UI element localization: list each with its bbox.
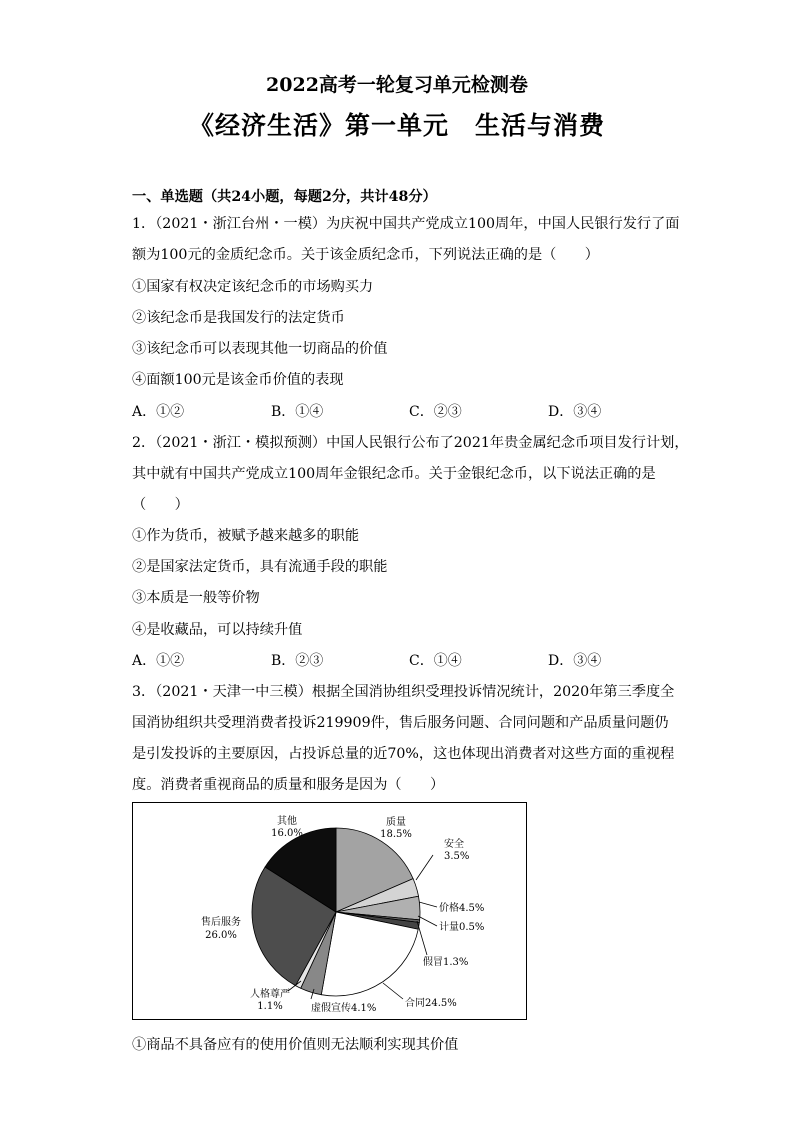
q1-stem-line-2: 额为100元的金质纪念币。关于该金质纪念币，下列说法正确的是（ ） (132, 247, 599, 263)
label-anquan-value: 3.5% (444, 851, 470, 862)
label-shouhou-value: 26.0% (205, 930, 237, 941)
label-hetong: 合同24.5% (405, 998, 457, 1009)
exam-subtitle: 《经济生活》第一单元 生活与消费 (188, 111, 605, 140)
q1-item-1: ①国家有权决定该纪念币的市场购买力 (132, 279, 374, 295)
label-renge-name: 人格尊严 (250, 989, 290, 1000)
label-jiage: 价格4.5% (439, 903, 485, 914)
label-renge-value: 1.1% (257, 1001, 283, 1012)
leader-jiage (419, 902, 437, 907)
label-jiliang: 计量0.5% (439, 922, 485, 933)
q2-option-b[interactable]: B．②③ (271, 653, 324, 669)
label-qita-name: 其他 (277, 816, 297, 827)
q2-stem-line-1: 2．（2021・浙江・模拟预测）中国人民银行公布了2021年贵金属纪念币项目发行计划， (132, 435, 689, 451)
complaint-pie-chart (132, 802, 527, 1020)
q1-item-4: ④面额100元是该金币价值的表现 (132, 372, 344, 388)
q2-stem-line-3: （ ） (132, 497, 189, 513)
label-xujia: 虚假宣传4.1% (311, 1003, 377, 1014)
q2-item-4: ④是收藏品，可以持续升值 (132, 622, 303, 638)
pie-chart-svg (133, 803, 526, 1019)
q1-option-c[interactable]: C．②③ (409, 404, 462, 420)
q2-item-3: ③本质是一般等价物 (132, 590, 260, 606)
q2-item-1: ①作为货币，被赋予越来越多的职能 (132, 528, 360, 544)
q2-stem-line-2: 其中就有中国共产党成立100周年金银纪念币。关于金银纪念币，以下说法正确的是 (132, 466, 656, 482)
q3-stem-line-2: 国消协组织共受理消费者投诉219909件，售后服务问题、合同问题和产品质量问题仍 (132, 715, 669, 731)
leader-hetong (383, 983, 403, 999)
q1-option-d[interactable]: D．③④ (548, 404, 602, 420)
q1-stem-line-1: 1．（2021・浙江台州・一模）为庆祝中国共产党成立100周年，中国人民银行发行了面 (132, 216, 680, 232)
q2-item-2: ②是国家法定货币，具有流通手段的职能 (132, 559, 388, 575)
q2-option-a[interactable]: A．①② (132, 653, 185, 669)
section-heading: 一、单选题（共24小题，每题2分，共计48分） (132, 189, 437, 205)
label-zhiliang-value: 18.5% (380, 829, 412, 840)
q1-option-b[interactable]: B．①④ (271, 404, 324, 420)
q3-stem-line-4: 度。消费者重视商品的质量和服务是因为（ ） (132, 777, 445, 793)
q3-stem-line-3: 是引发投诉的主要原因，占投诉总量的近70%，这也体现出消费者对这些方面的重视程 (132, 746, 675, 762)
leader-jiamao (417, 921, 427, 955)
label-anquan-name: 安全 (444, 839, 464, 850)
label-shouhou-name: 售后服务 (201, 917, 241, 928)
q3-item-1: ①商品不具备应有的使用价值则无法顺利实现其价值 (132, 1037, 459, 1053)
q1-item-3: ③该纪念币可以表现其他一切商品的价值 (132, 341, 388, 357)
q3-stem-line-1: 3．（2021・天津一中三模）根据全国消协组织受理投诉情况统计，2020年第三季度全 (132, 684, 675, 700)
q2-option-d[interactable]: D．③④ (548, 653, 602, 669)
label-jiamao: 假冒1.3% (423, 957, 469, 968)
leader-jiliang (418, 916, 437, 926)
label-qita-value: 16.0% (271, 828, 303, 839)
q1-item-2: ②该纪念币是我国发行的法定货币 (132, 310, 345, 326)
exam-title: 2022高考一轮复习单元检测卷 (266, 74, 528, 96)
q1-option-a[interactable]: A．①② (132, 404, 185, 420)
leader-anquan (416, 855, 433, 880)
label-zhiliang-name: 质量 (386, 817, 406, 828)
q2-option-c[interactable]: C．①④ (409, 653, 462, 669)
